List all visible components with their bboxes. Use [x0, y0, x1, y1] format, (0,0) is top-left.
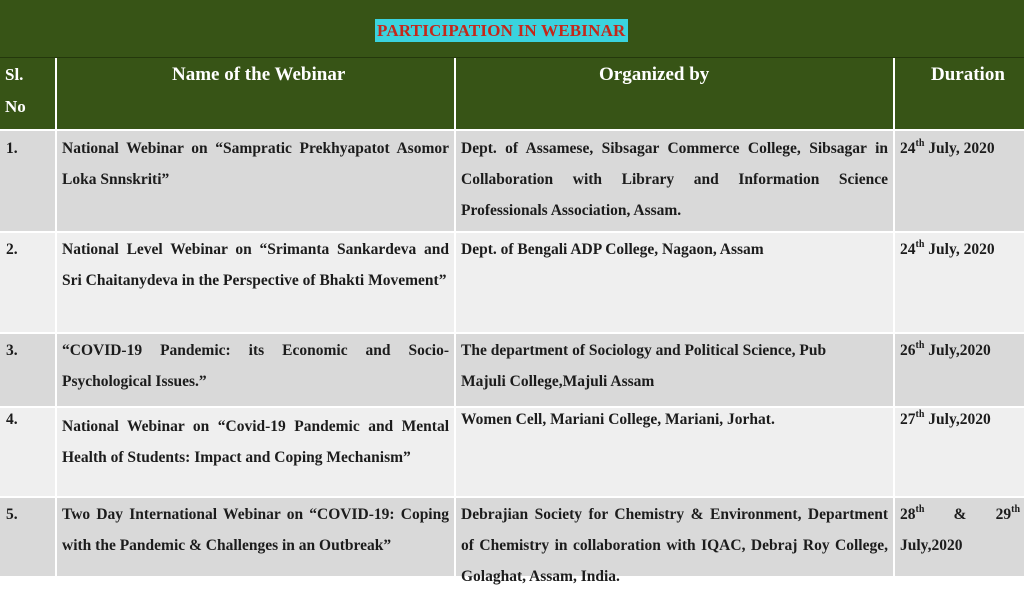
row-3-duration [900, 335, 991, 366]
page-title: PARTICIPATION IN WEBINAR [377, 21, 626, 40]
table-row-1-name [57, 131, 454, 231]
table-row-3-sl [0, 334, 55, 406]
row-4-duration [900, 404, 991, 435]
row-1-duration-day: 24 [900, 140, 916, 157]
row-4-duration-rest: July,2020 [924, 411, 991, 428]
table-row-4-name [57, 408, 454, 496]
row-5-duration-line1 [900, 499, 1020, 530]
row-1-duration [900, 133, 995, 164]
table-row-2-duration [895, 233, 1024, 332]
table-row-3-name [57, 334, 454, 406]
table-row-1-organizer [456, 131, 893, 231]
table-row-2-name [57, 233, 454, 332]
row-2-duration [900, 234, 995, 265]
table-row-5-name [57, 498, 454, 576]
row-5-organizer: Debrajian Society for Chemistry & Environment, Department of Chemistry in collaboration with IQAC, Debraj Roy College, Golaghat, Assam, India. [461, 506, 888, 585]
header-organizer-label: Organized by [599, 64, 710, 85]
table-row-3-duration [895, 334, 1024, 406]
row-5-sl: 5. [6, 506, 18, 523]
header-duration [895, 58, 1024, 129]
row-5-duration-line2: July,2020 [900, 537, 963, 554]
table-row-4-organizer [456, 408, 893, 496]
row-2-duration-day: 24 [900, 241, 916, 258]
row-3-duration-day: 26 [900, 342, 916, 359]
row-4-duration-sup: th [915, 408, 925, 420]
webinar-table [0, 58, 1024, 585]
row-3-duration-rest: July,2020 [924, 342, 991, 359]
row-3-sl: 3. [6, 342, 18, 359]
table-row-5-organizer [456, 498, 893, 585]
row-3-duration-sup: th [915, 339, 925, 351]
row-2-webinar-name: National Level Webinar on “Srimanta Sankardeva and Sri Chaitanydeva in the Perspective of Bhakti Movement” [62, 241, 449, 289]
header-name-label: Name of the Webinar [172, 64, 346, 85]
row-2-duration-sup: th [915, 238, 925, 250]
row-4-duration-day: 27 [900, 411, 916, 428]
table-row-4-duration [895, 408, 1024, 496]
row-5-webinar-name: Two Day International Webinar on “COVID-19: Coping with the Pandemic & Challenges in an Outbreak” [62, 506, 449, 554]
row-2-sl: 2. [6, 241, 18, 258]
row-3-organizer: The department of Sociology and Political Science, Pub Majuli College,Majuli Assam [461, 342, 827, 390]
table-row-2-sl [0, 233, 55, 332]
row-3-webinar-name: “COVID-19 Pandemic: its Economic and Socio-Psychological Issues.” [62, 342, 449, 390]
row-4-webinar-name: National Webinar on “Covid-19 Pandemic and Mental Health of Students: Impact and Coping Mechanism” [62, 418, 449, 466]
row-2-organizer: Dept. of Bengali ADP College, Nagaon, Assam [461, 241, 764, 258]
row-1-webinar-name: National Webinar on “Sampratic Prekhyapatot Asomor Loka Snnskriti” [62, 140, 449, 188]
table-row-4-sl [0, 408, 55, 496]
table-row-1-sl [0, 131, 55, 231]
row-4-sl: 4. [6, 411, 18, 428]
header-webinar-name [57, 58, 454, 129]
row-1-organizer: Dept. of Assamese, Sibsagar Commerce College, Sibsagar in Collaboration with Library and Information Science Professionals Association, Assam. [461, 140, 888, 219]
row-5-duration-amp: & [953, 506, 967, 523]
row-1-duration-rest: July, 2020 [924, 140, 995, 157]
row-4-organizer: Women Cell, Mariani College, Mariani, Jorhat. [461, 411, 775, 428]
header-sl-no [0, 58, 55, 129]
table-row-1-duration [895, 131, 1024, 231]
table-row-2-organizer [456, 233, 893, 332]
header-sl-line2: No [5, 97, 26, 116]
table-row-3-organizer [456, 334, 893, 406]
header-sl-line1: Sl. [5, 65, 24, 84]
header-duration-label: Duration [931, 64, 1005, 85]
row-1-sl: 1. [6, 140, 18, 157]
title-banner [0, 0, 1024, 58]
table-row-5-duration [895, 498, 1024, 576]
table-row-5-sl [0, 498, 55, 576]
row-2-duration-rest: July, 2020 [924, 241, 995, 258]
header-organized-by [456, 58, 893, 129]
row-1-duration-sup: th [915, 137, 925, 149]
row-5-duration-start: 28th [900, 503, 925, 523]
row-5-duration-end: 29th [995, 503, 1021, 523]
